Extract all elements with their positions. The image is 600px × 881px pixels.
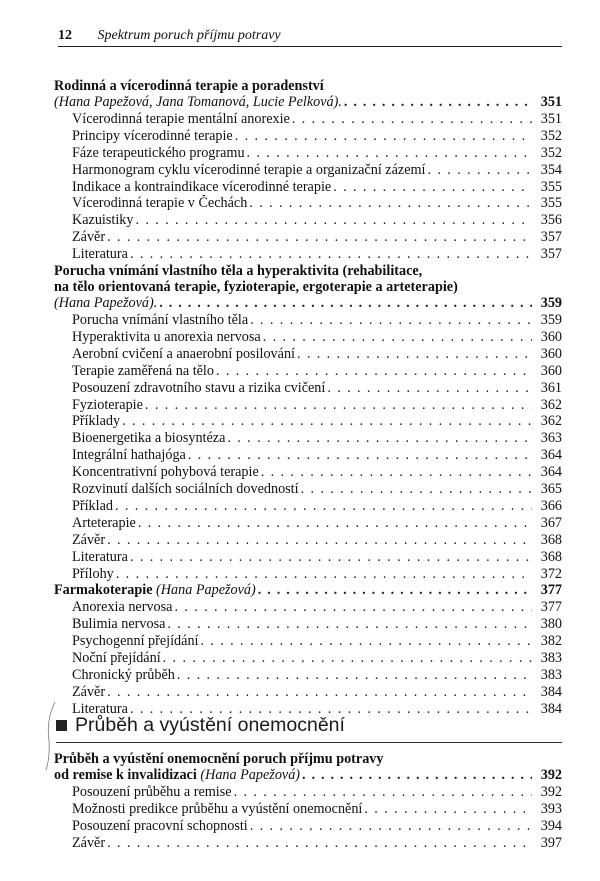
section-title: Průběh a vyústění onemocnění poruch příjmu potravy: [54, 751, 384, 767]
chapter-title: Průběh a vyústění onemocnění: [75, 714, 345, 736]
toc-item-label: Principy vícerodinné terapie: [72, 127, 233, 144]
toc-item-page: 397: [540, 834, 562, 851]
dot-leader: [177, 667, 532, 684]
table-of-contents: [54, 78, 562, 718]
toc-item-label: Rozvinutí dalších sociálních dovedností: [72, 481, 299, 498]
toc-item-label: Bulimia nervosa: [72, 616, 166, 633]
toc-item-label: Možnosti predikce průběhu a vyústění onemocnění: [72, 800, 363, 817]
toc-item-page: 392: [540, 783, 562, 800]
toc-item[interactable]: [54, 246, 562, 263]
toc-item[interactable]: [54, 179, 562, 196]
toc-item-page: 383: [540, 650, 562, 667]
toc-item-label: Příklady: [72, 413, 121, 430]
toc-item-page: 360: [540, 328, 562, 345]
dot-leader: [297, 346, 532, 363]
toc-item-page: 362: [540, 396, 562, 413]
section-entry[interactable]: [54, 94, 562, 111]
toc-item[interactable]: [54, 818, 562, 835]
toc-item-page: 362: [540, 413, 562, 430]
toc-item-page: 394: [540, 817, 562, 834]
dot-leader: [250, 818, 532, 835]
dot-leader: [258, 582, 532, 599]
toc-item-label: Bioenergetika a biosyntéza: [72, 430, 226, 447]
dot-leader: [122, 413, 532, 430]
toc-item-page: 380: [540, 616, 562, 633]
toc-item-label: Závěr: [72, 531, 106, 548]
toc-item-page: 352: [540, 144, 562, 161]
toc-item-page: 368: [540, 531, 562, 548]
toc-item-label: Závěr: [72, 683, 106, 700]
toc-item-label: Porucha vnímání vlastního těla: [72, 311, 249, 328]
toc-item-label: Posouzení průběhu a remise: [72, 783, 232, 800]
dot-leader: [333, 179, 532, 196]
section-entry[interactable]: [54, 295, 562, 312]
toc-item[interactable]: [54, 784, 562, 801]
section-title-continued: [54, 767, 300, 784]
section-page: 392: [540, 767, 562, 783]
toc-item-page: 372: [540, 565, 562, 582]
toc-item[interactable]: [54, 380, 562, 397]
toc-item-page: 360: [540, 345, 562, 362]
toc-item-page: 368: [540, 548, 562, 565]
dot-leader: [427, 162, 532, 179]
toc-item[interactable]: [54, 329, 562, 346]
section-page: 377: [540, 582, 562, 599]
section-authors: (Hana Papežová).: [54, 295, 158, 312]
toc-item[interactable]: [54, 464, 562, 481]
toc-item[interactable]: [54, 413, 562, 430]
dot-leader: [116, 566, 532, 583]
toc-item[interactable]: [54, 145, 562, 162]
toc-item-label: Harmonogram cyklu vícerodinné terapie a organizační zázemí: [72, 161, 426, 178]
toc-item[interactable]: [54, 599, 562, 616]
toc-item[interactable]: [54, 162, 562, 179]
dot-leader: [115, 498, 532, 515]
dot-leader: [364, 801, 532, 818]
dot-leader: [107, 229, 532, 246]
table-of-contents-continued: [54, 751, 562, 852]
section-title: [54, 582, 256, 599]
toc-item-label: Literatura: [72, 246, 128, 263]
dot-leader: [235, 128, 532, 145]
toc-item-page: 384: [540, 683, 562, 700]
toc-item-page: 351: [540, 110, 562, 127]
section-authors: (Hana Papežová): [156, 582, 256, 599]
toc-item[interactable]: [54, 346, 562, 363]
dot-leader: [163, 650, 532, 667]
toc-item[interactable]: [54, 684, 562, 701]
toc-item-page: 377: [540, 599, 562, 616]
dot-leader: [138, 515, 532, 532]
dot-leader: [145, 397, 532, 414]
toc-item[interactable]: [54, 498, 562, 515]
toc-item[interactable]: [54, 633, 562, 650]
section-page: 351: [540, 94, 562, 110]
toc-item-page: 357: [540, 229, 562, 246]
chapter-divider: [56, 742, 562, 743]
section-title: Rodinná a vícerodinná terapie a poradenství: [54, 78, 324, 94]
toc-item-label: Posouzení pracovní schopnosti: [72, 817, 248, 834]
toc-item-page: 366: [540, 497, 562, 514]
running-header: [58, 28, 562, 47]
toc-item[interactable]: [54, 616, 562, 633]
toc-item-label: Fyzioterapie: [72, 396, 143, 413]
toc-item-label: Indikace a kontraindikace vícerodinné terapie: [72, 178, 332, 195]
toc-item[interactable]: [54, 549, 562, 566]
toc-item-label: Arteterapie: [72, 514, 136, 531]
dot-leader: [302, 767, 532, 784]
dot-leader: [249, 195, 532, 212]
toc-item-page: 354: [540, 161, 562, 178]
dot-leader: [130, 246, 532, 263]
toc-item-label: Posouzení zdravotního stavu a rizika cvičení: [72, 379, 326, 396]
dot-leader: [234, 784, 532, 801]
toc-item-label: Terapie zaměřená na tělo: [72, 362, 214, 379]
dot-leader: [107, 532, 532, 549]
dot-leader: [292, 111, 532, 128]
toc-item-page: 364: [540, 464, 562, 481]
toc-item-label: Závěr: [72, 229, 106, 246]
toc-item-page: 382: [540, 633, 562, 650]
dot-leader: [263, 329, 532, 346]
toc-item-label: Hyperaktivita u anorexia nervosa: [72, 328, 261, 345]
toc-item[interactable]: [54, 128, 562, 145]
toc-item[interactable]: [54, 447, 562, 464]
toc-item-page: 361: [540, 379, 562, 396]
toc-item-label: Přílohy: [72, 565, 114, 582]
toc-item[interactable]: [54, 835, 562, 852]
toc-item[interactable]: [54, 481, 562, 498]
chapter-heading[interactable]: [54, 713, 562, 737]
dot-leader: [250, 312, 532, 329]
toc-item-label: Noční přejídání: [72, 650, 161, 667]
toc-item-page: 357: [540, 246, 562, 263]
toc-item[interactable]: [54, 397, 562, 414]
section-title-text: od remise k invalidizaci: [54, 767, 197, 783]
dot-leader: [301, 481, 532, 498]
toc-item-label: Koncentrativní pohybová terapie: [72, 464, 259, 481]
dot-leader: [167, 616, 532, 633]
dot-leader: [247, 145, 532, 162]
toc-item-label: Integrální hathajóga: [72, 447, 186, 464]
toc-item-label: Literatura: [72, 700, 128, 717]
dot-leader: [344, 94, 532, 111]
toc-item-label: Příklad: [72, 497, 113, 514]
toc-item[interactable]: [54, 312, 562, 329]
toc-item-page: 367: [540, 514, 562, 531]
toc-item[interactable]: [54, 566, 562, 583]
toc-item[interactable]: [54, 363, 562, 380]
toc-item[interactable]: [54, 111, 562, 128]
page-number: 12: [58, 28, 72, 43]
dot-leader: [135, 212, 532, 229]
square-bullet-icon: [56, 720, 67, 731]
section-authors: (Hana Papežová): [200, 767, 301, 783]
toc-item-label: Fáze terapeutického programu: [72, 144, 245, 161]
toc-item[interactable]: [54, 801, 562, 818]
dot-leader: [216, 363, 532, 380]
toc-item-label: Literatura: [72, 548, 128, 565]
toc-item[interactable]: [54, 229, 562, 246]
section-authors: (Hana Papežová, Jana Tomanová, Lucie Pelková).: [54, 94, 342, 110]
toc-item-page: 364: [540, 447, 562, 464]
dot-leader: [130, 549, 532, 566]
toc-item-page: 365: [540, 481, 562, 498]
toc-item-label: Anorexia nervosa: [72, 599, 173, 616]
toc-item[interactable]: [54, 212, 562, 229]
dot-leader: [200, 633, 532, 650]
toc-item-page: 383: [540, 667, 562, 683]
toc-item-page: 359: [540, 311, 562, 328]
section-title: Porucha vnímání vlastního těla a hyperaktivita (rehabilitace,: [54, 263, 423, 280]
toc-item-label: Vícerodinná terapie v Čechách: [72, 195, 248, 212]
toc-item-label: Psychogenní přejídání: [72, 633, 199, 650]
toc-item-page: 355: [540, 195, 562, 212]
toc-item-label: Kazuistiky: [72, 212, 134, 229]
toc-item-page: 384: [540, 700, 562, 717]
toc-item[interactable]: [54, 515, 562, 532]
dot-leader: [327, 380, 532, 397]
section-entry[interactable]: [54, 767, 562, 784]
section-page: 359: [540, 295, 562, 312]
toc-item-label: Aerobní cvičení a anaerobní posilování: [72, 345, 295, 362]
toc-item-page: 363: [540, 430, 562, 447]
running-title: Spektrum poruch příjmu potravy: [97, 28, 281, 43]
toc-item-label: Závěr: [72, 834, 106, 851]
toc-item[interactable]: [54, 195, 562, 212]
toc-item-page: 393: [540, 800, 562, 817]
toc-item-page: 356: [540, 212, 562, 229]
toc-item-page: 355: [540, 178, 562, 195]
section-title-continued: na tělo orientovaná terapie, fyzioterapie, ergoterapie a arteterapie): [54, 279, 458, 296]
toc-item[interactable]: [54, 667, 562, 684]
toc-item[interactable]: [54, 430, 562, 447]
dot-leader: [188, 447, 532, 464]
dot-leader: [227, 430, 532, 447]
dot-leader: [107, 684, 532, 701]
toc-item-page: 352: [540, 127, 562, 144]
section-title-text: Farmakoterapie: [54, 582, 153, 599]
toc-item-page: 360: [540, 362, 562, 379]
section-entry[interactable]: [54, 582, 562, 599]
toc-item-label: Chronický průběh: [72, 667, 175, 683]
dot-leader: [261, 464, 532, 481]
toc-item-label: Vícerodinná terapie mentální anorexie: [72, 110, 290, 127]
toc-item[interactable]: [54, 532, 562, 549]
toc-item[interactable]: [54, 650, 562, 667]
dot-leader: [174, 599, 532, 616]
dot-leader: [107, 835, 532, 852]
dot-leader: [159, 295, 532, 312]
